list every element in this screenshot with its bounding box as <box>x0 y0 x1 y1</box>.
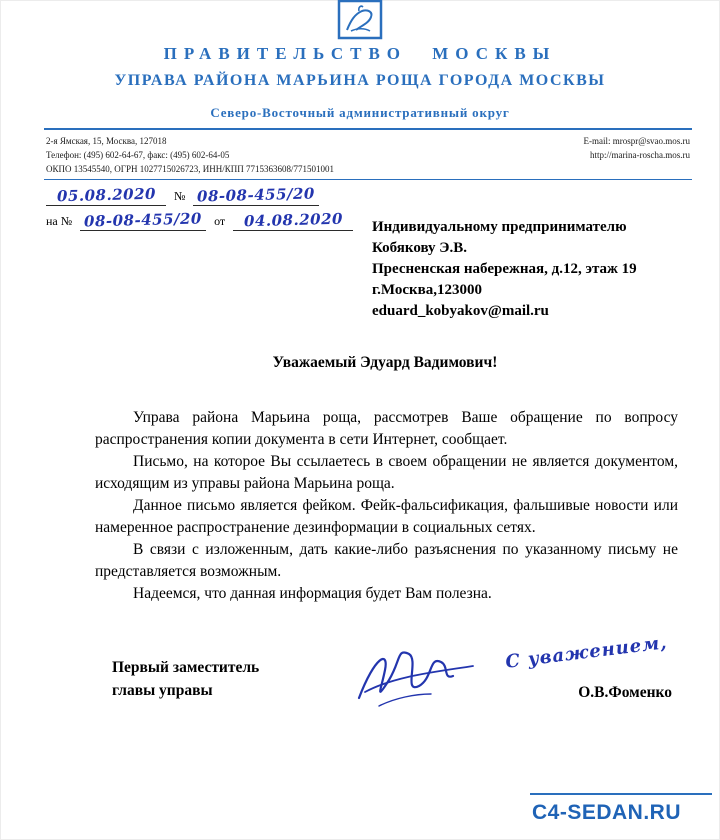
incoming-number-handwriting: 08-08-455/20 <box>83 209 203 231</box>
government-title: ПРАВИТЕЛЬСТВО МОСКВЫ <box>163 44 557 63</box>
letterhead-rule-top <box>44 128 692 130</box>
recipient-name: Кобякову Э.В. <box>372 240 467 256</box>
organization-title: УПРАВА РАЙОНА МАРЬИНА РОЩА ГОРОДА МОСКВЫ <box>114 72 606 89</box>
signer-title-block <box>112 656 259 703</box>
body-paragraph: Надеемся, что данная информация будет Вам полезна. <box>133 585 492 602</box>
body-paragraph: В связи с изложенным, дать какие-либо разъяснения по указанному письму не представляется возможным. <box>95 541 678 580</box>
body-paragraph: Данное письмо является фейком. Фейк-фальсификация, фальшивые новости или намеренное распространение дезинформации в социальных сетях. <box>95 497 678 536</box>
signer-title-line: Первый заместитель <box>112 659 260 676</box>
outgoing-number-field <box>193 186 319 206</box>
contact-web-block <box>583 135 690 177</box>
district-subtitle: Северо-Восточный административный округ <box>210 105 510 120</box>
ot-label: от <box>214 214 226 228</box>
number-sign-label: № <box>174 189 186 203</box>
letterhead-rule-bottom <box>44 179 692 180</box>
handwritten-signature-icon <box>345 636 495 718</box>
watermark-rule <box>530 793 712 795</box>
recipient-email: eduard_kobyakov@mail.ru <box>372 303 549 319</box>
na-number-label: на № <box>46 214 73 228</box>
contact-address-block <box>46 135 334 177</box>
recipient-street: Пресненская набережная, д.12, этаж 19 <box>372 261 637 277</box>
salutation: Уважаемый Эдуард Вадимович! <box>272 354 498 371</box>
recipient-role: Индивидуальному предпринимателю <box>372 219 627 235</box>
recipient-block <box>372 217 637 322</box>
incoming-reference-line <box>46 211 353 231</box>
outgoing-date-handwriting: 05.08.2020 <box>56 184 156 206</box>
signer-name: О.В.Фоменко <box>578 684 672 701</box>
contact-website-line: http://marina-roscha.mos.ru <box>590 149 690 160</box>
outgoing-reference-line <box>46 186 319 206</box>
incoming-number-field <box>80 211 206 231</box>
recipient-city: г.Москва,123000 <box>372 282 482 298</box>
contact-registration-line: ОКПО 13545540, ОГРН 1027715026723, ИНН/КПП 7715363608/771501001 <box>46 163 334 174</box>
outgoing-date-field <box>46 186 166 206</box>
contact-phone-line: Телефон: (495) 602-64-67, факс: (495) 602-64-05 <box>46 149 230 160</box>
body-paragraph: Письмо, на которое Вы ссылаетесь в своем обращении не является документом, исходящим из управы района Марьина роща. <box>95 453 678 492</box>
incoming-date-handwriting: 04.08.2020 <box>243 209 343 231</box>
regards-handwriting: С уважением, <box>504 632 669 673</box>
watermark-text: C4-SEDAN.RU <box>532 801 682 824</box>
body-paragraph: Управа района Марьина роща, рассмотрев Ваше обращение по вопросу распространения копии документа в сети Интернет, сообщает. <box>95 409 678 448</box>
incoming-date-field <box>233 211 353 231</box>
contact-email-line: E-mail: mrospr@svao.mos.ru <box>583 136 690 146</box>
letter-body <box>95 407 678 605</box>
contact-block <box>46 135 690 177</box>
signer-title-line: главы управы <box>112 682 213 700</box>
outgoing-number-handwriting: 08-08-455/20 <box>197 184 316 206</box>
contact-address-line: 2-я Ямская, 15, Москва, 127018 <box>46 136 167 146</box>
moscow-coat-of-arms-icon <box>337 0 383 40</box>
